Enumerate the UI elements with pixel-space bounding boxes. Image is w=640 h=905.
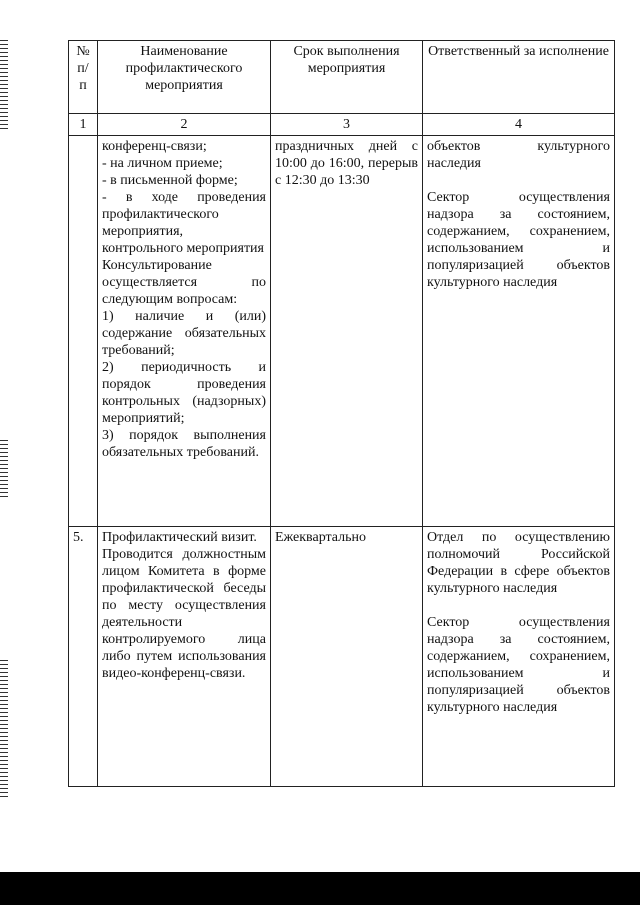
deadline-text: праздничных дней с 10:00 до 16:00, перерыв с 12:30 до 13:30 bbox=[275, 139, 418, 188]
header-responsible: Ответственный за исполнение bbox=[423, 41, 615, 114]
scan-artifact bbox=[0, 440, 8, 500]
scan-artifact bbox=[0, 40, 8, 130]
column-number-row bbox=[69, 114, 615, 136]
event-cell bbox=[98, 527, 271, 787]
row-number: 5. bbox=[69, 527, 98, 787]
scan-artifact bbox=[0, 660, 8, 800]
table-row bbox=[69, 527, 615, 787]
header-num: № п/ п bbox=[69, 41, 98, 114]
event-line: конференц-связи; bbox=[102, 139, 207, 154]
header-row bbox=[69, 41, 615, 114]
event-line: Профилактический визит. bbox=[102, 530, 257, 545]
event-line: Проводится должностным лицом Комитета в форме профилактической беседы по месту осуществления деятельности контролируемого лица либо путем использования видео-конференц-связи. bbox=[102, 547, 266, 681]
header-deadline: Срок выполнения мероприятия bbox=[271, 41, 423, 114]
responsible-cell bbox=[423, 527, 615, 787]
responsible-cell bbox=[423, 136, 615, 527]
header-event: Наименование профилактического мероприятия bbox=[98, 41, 271, 114]
column-number: 2 bbox=[98, 114, 271, 136]
scan-border bbox=[0, 872, 640, 905]
event-line: - в ходе проведения профилактического мероприятия, контрольного мероприятия bbox=[102, 190, 266, 256]
responsible-text: объектов культурного наследия bbox=[427, 139, 610, 171]
column-number: 1 bbox=[69, 114, 98, 136]
events-table bbox=[68, 40, 615, 787]
event-line: - в письменной форме; bbox=[102, 173, 238, 188]
responsible-text: Отдел по осуществлению полномочий Российской Федерации в сфере объектов культурного наследия bbox=[427, 530, 610, 596]
event-cell bbox=[98, 136, 271, 527]
event-line: - на личном приеме; bbox=[102, 156, 223, 171]
table-row bbox=[69, 136, 615, 527]
column-number: 3 bbox=[271, 114, 423, 136]
event-line: 3) порядок выполнения обязательных требований. bbox=[102, 428, 266, 460]
deadline-text: Ежеквартально bbox=[275, 530, 366, 545]
event-line: Консультирование осуществляется по следующим вопросам: bbox=[102, 258, 266, 307]
responsible-text: Сектор осуществления надзора за состоянием, содержанием, сохранением, использованием и популяризацией объектов культурного наследия bbox=[427, 190, 610, 290]
row-number bbox=[69, 136, 98, 527]
deadline-cell bbox=[271, 136, 423, 527]
event-line: 1) наличие и (или) содержание обязательных требований; bbox=[102, 309, 266, 358]
event-line: 2) периодичность и порядок проведения контрольных (надзорных) мероприятий; bbox=[102, 360, 266, 426]
responsible-text: Сектор осуществления надзора за состоянием, содержанием, сохранением, использованием и популяризацией объектов культурного наследия bbox=[427, 615, 610, 715]
column-number: 4 bbox=[423, 114, 615, 136]
deadline-cell bbox=[271, 527, 423, 787]
